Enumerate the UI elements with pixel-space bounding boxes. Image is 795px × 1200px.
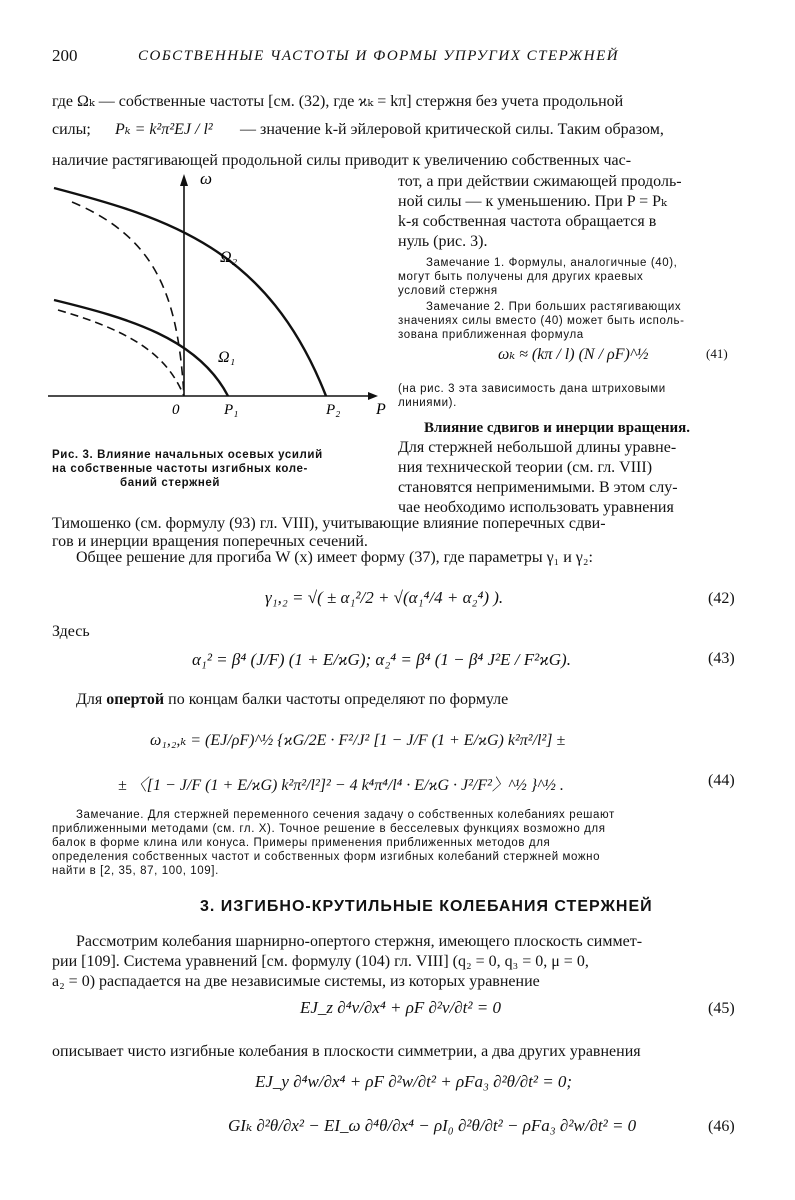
shear-line-5: Тимошенко (см. формулу (93) гл. VIII), учитывающие влияние поперечных сдви- — [52, 515, 606, 532]
curve-omega-2 — [54, 188, 326, 396]
equation-43: α₁² = β⁴ (J/F) (1 + E/ϰG); α₂⁴ = β⁴ (1 − β⁴ J²E / F²ϰG). — [192, 650, 571, 669]
figure-caption-1: Рис. 3. Влияние начальных осевых усилий — [52, 449, 323, 461]
equation-43-number: (43) — [708, 650, 735, 667]
remark2-line-1: Замечание 2. При больших растягивающих — [426, 301, 682, 313]
equation-44-line-1: ω₁,₂,ₖ = (EJ/ρF)^½ {ϰG/2E · F²/J² [1 − J/F (1 + E/ϰG) k²π²/l²] ± — [150, 732, 566, 749]
equation-44-line-2: ± 〈[1 − J/F (1 + E/ϰG) k²π²/l²]² − 4 k⁴π⁴/l⁴ · E/ϰG · J²/F²〉^½ }^½ . — [118, 777, 564, 794]
section-3-para-4: описывает чисто изгибные колебания в плоскости симметрии, а два других уравнения — [52, 1043, 641, 1060]
figure-caption-3: баний стержней — [120, 477, 221, 489]
intro-line-2a: силы; — [52, 121, 91, 138]
section-3-para-1: Рассмотрим колебания шарнирно-опертого стержня, имеющего плоскость симмет- — [76, 933, 643, 950]
shear-line-6: гов и инерции вращения поперечных сечений. — [52, 533, 368, 550]
intro-right-1: тот, а при действии сжимающей продоль- — [398, 173, 682, 190]
remark2-line-3: зована приближенная формула — [398, 329, 584, 341]
remark-bottom-3: балок в форме клина или конуса. Примеры применения приближенных методов для — [52, 837, 551, 849]
here-label: Здесь — [52, 623, 90, 640]
intro-formula-pk: Pₖ = k²π²EJ / l² — [115, 121, 213, 138]
page-number: 200 — [52, 46, 78, 65]
equation-46-line-1: EJ_y ∂⁴w/∂x⁴ + ρF ∂²w/∂t² + ρFa₃ ∂²θ/∂t² = 0; — [255, 1072, 573, 1091]
intro-right-3: k-я собственная частота обращается в — [398, 213, 657, 230]
curve-omega-1 — [54, 300, 228, 396]
remark-bottom-2: приближенными методами (см. гл. X). Точное решение в бесселевых функциях возможно для — [52, 823, 606, 835]
intro-right-4: нуль (рис. 3). — [398, 233, 488, 250]
p-axis-arrow — [368, 392, 378, 400]
figure-caption-2: на собственные частоты изгибных коле- — [52, 463, 308, 475]
running-title: СОБСТВЕННЫЕ ЧАСТОТЫ И ФОРМЫ УПРУГИХ СТЕРЖНЕЙ — [138, 48, 620, 64]
supported-a: Для — [76, 691, 103, 708]
remark1-line-2: могут быть получены для других краевых — [398, 271, 644, 283]
remark2-after-2: линиями). — [398, 397, 457, 409]
origin-label: 0 — [172, 402, 180, 418]
remark-bottom-5: найти в [2, 35, 87, 100, 109]. — [52, 865, 219, 877]
shear-heading: Влияние сдвигов и инерции вращения. — [424, 420, 691, 436]
equation-45: EJ_z ∂⁴v/∂x⁴ + ρF ∂²v/∂t² = 0 — [300, 998, 501, 1017]
shear-line-1: Для стержней небольшой длины уравне- — [398, 439, 677, 456]
equation-46-line-2: GIₖ ∂²θ/∂x² − EI_ω ∂⁴θ/∂x⁴ − ρI₀ ∂²θ/∂t² − ρFa₃ ∂²w/∂t² = 0 — [228, 1116, 637, 1135]
remark-bottom-1: Замечание. Для стержней переменного сечения задачу о собственных колебаниях решают — [76, 809, 615, 821]
intro-line-3: наличие растягивающей продольной силы приводит к увеличению собственных час- — [52, 152, 632, 169]
section-3-para-2: рии [109]. Система уравнений [см. формулу (104) гл. VIII] (q₂ = 0, q₃ = 0, μ = 0, — [52, 953, 589, 970]
omega-1-label: Ω₁ — [218, 349, 236, 366]
remark1-line-1: Замечание 1. Формулы, аналогичные (40), — [426, 257, 678, 269]
remark2-line-2: значениях силы вместо (40) может быть исполь- — [398, 315, 685, 327]
omega-axis-label: ω — [200, 169, 213, 188]
p-axis-label: P — [376, 401, 386, 418]
p1-label: P₁ — [224, 402, 239, 418]
equation-46-number: (46) — [708, 1118, 735, 1135]
equation-42: γ₁,₂ = √( ± α₁²/2 + √(α₁⁴/4 + α₂⁴) ). — [265, 588, 504, 607]
supported-b: опертой — [106, 691, 165, 708]
equation-42-number: (42) — [708, 590, 735, 607]
shear-line-7: Общее решение для прогиба W (x) имеет форму (37), где параметры γ₁ и γ₂: — [76, 549, 593, 566]
intro-line-1: где Ωₖ — собственные частоты [см. (32), где ϰₖ = kπ] стержня без учета продольной — [52, 93, 624, 110]
omega-axis-arrow — [180, 174, 188, 186]
remark1-line-3: условий стержня — [398, 285, 498, 297]
figure-3-diagram — [48, 168, 388, 428]
shear-line-2: ния технической теории (см. гл. VIII) — [398, 459, 653, 476]
dashed-curve-lower — [58, 310, 184, 396]
remark2-after-1: (на рис. 3 эта зависимость дана штриховыми — [398, 383, 666, 395]
p2-label: P₂ — [326, 402, 341, 418]
intro-right-2: ной силы — к уменьшению. При P = Pₖ — [398, 193, 667, 210]
intro-line-2c: — значение k-й эйлеровой критической силы. Таким образом, — [240, 121, 664, 138]
section-3-para-3: a₂ = 0) распадается на две независимые системы, из которых уравнение — [52, 973, 540, 990]
supported-c: по концам балки частоты определяют по формуле — [168, 691, 509, 708]
shear-line-3: становятся неприменимыми. В этом слу- — [398, 479, 678, 496]
remark-bottom-4: определения собственных частот и собственных форм изгибных колебаний стержней можно — [52, 851, 601, 863]
equation-44-number: (44) — [708, 772, 735, 789]
equation-41: ωₖ ≈ (kπ / l) (N / ρF)^½ — [498, 346, 649, 363]
equation-41-number: (41) — [706, 346, 728, 361]
omega-2-label: Ω₂ — [220, 249, 238, 266]
section-3-heading: 3. ИЗГИБНО-КРУТИЛЬНЫЕ КОЛЕБАНИЯ СТЕРЖНЕЙ — [200, 898, 653, 915]
shear-line-4: чае необходимо использовать уравнения — [398, 499, 674, 516]
equation-45-number: (45) — [708, 1000, 735, 1017]
